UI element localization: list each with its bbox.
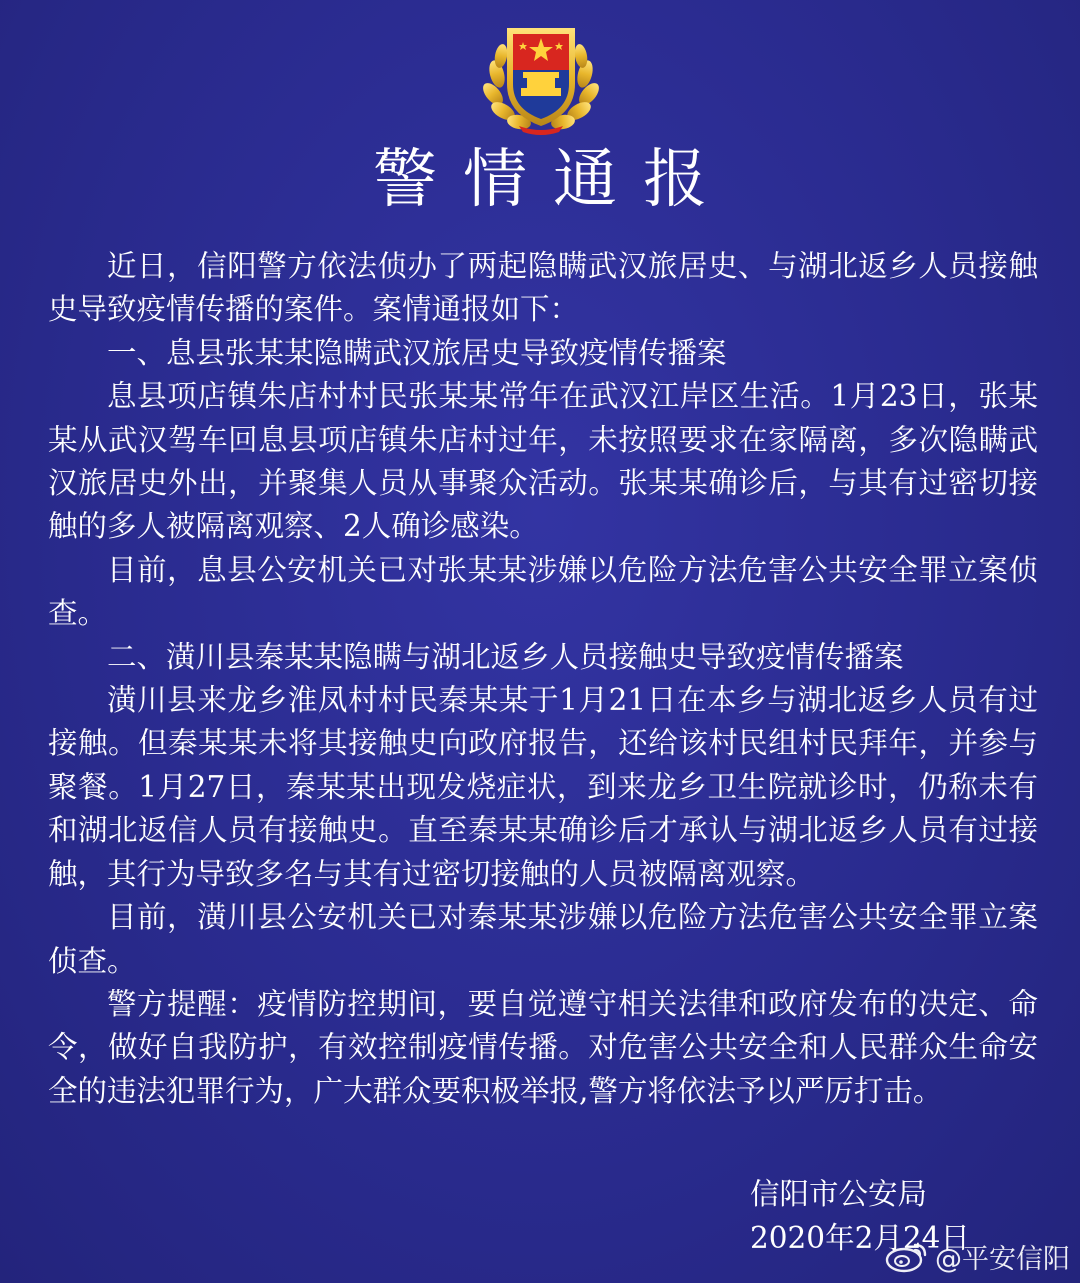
- case-two-details: 潢川县来龙乡淮凤村村民秦某某于1月21日在本乡与湖北返乡人员有过接触。但秦某某未将其接触史向政府报告，还给该村民组村民拜年，并参与聚餐。1月27日，秦某某出现发烧症状，到来龙乡卫生院就诊时，仍称未有和湖北返信人员有接触史。直至秦某某确诊后才承认与湖北返乡人员有过接触，其行为导致多名与其有过密切接触的人员被隔离观察。: [48, 683, 1038, 891]
- weibo-icon: [885, 1239, 929, 1273]
- weibo-watermark: [885, 1236, 1070, 1276]
- case-one-heading: 一、息县张某某隐瞒武汉旅居史导致疫情传播案: [107, 335, 727, 370]
- case-one-status: 目前，息县公安机关已对张某某涉嫌以危险方法危害公共安全罪立案侦查。: [48, 552, 1038, 631]
- police-reminder: 警方提醒：疫情防控期间，要自觉遵守相关法律和政府发布的决定、命令，做好自我防护，有效控制疫情传播。对危害公共安全和人民群众生命安全的违法犯罪行为，广大群众要积极举报,警方将依法予以严厉打击。: [48, 986, 1038, 1108]
- notice-body: [48, 245, 1038, 1113]
- intro-paragraph: 近日，信阳警方依法侦办了两起隐瞒武汉旅居史、与湖北返乡人员接触史导致疫情传播的案件。案情通报如下：: [48, 249, 1038, 327]
- case-two-status: 目前，潢川县公安机关已对秦某某涉嫌以危险方法危害公共安全罪立案侦查。: [48, 900, 1038, 978]
- police-emblem-icon: [479, 14, 603, 136]
- case-two-heading: 二、潢川县秦某某隐瞒与湖北返乡人员接触史导致疫情传播案: [107, 639, 904, 674]
- issuing-organization: 信阳市公安局: [750, 1177, 928, 1211]
- page-title: 警情通报: [373, 143, 733, 217]
- issue-date: 2020年2月24日: [750, 1221, 970, 1255]
- case-one-details: 息县项店镇朱店村村民张某某常年在武汉江岸区生活。1月23日，张某某从武汉驾车回息县项店镇朱店村过年，未按照要求在家隔离，多次隐瞒武汉旅居史外出，并聚集人员从事聚众活动。张某某确诊后，与其有过密切接触的多人被隔离观察、2人确诊感染。: [48, 379, 1038, 544]
- watermark-text: @平安信阳: [935, 1243, 1070, 1275]
